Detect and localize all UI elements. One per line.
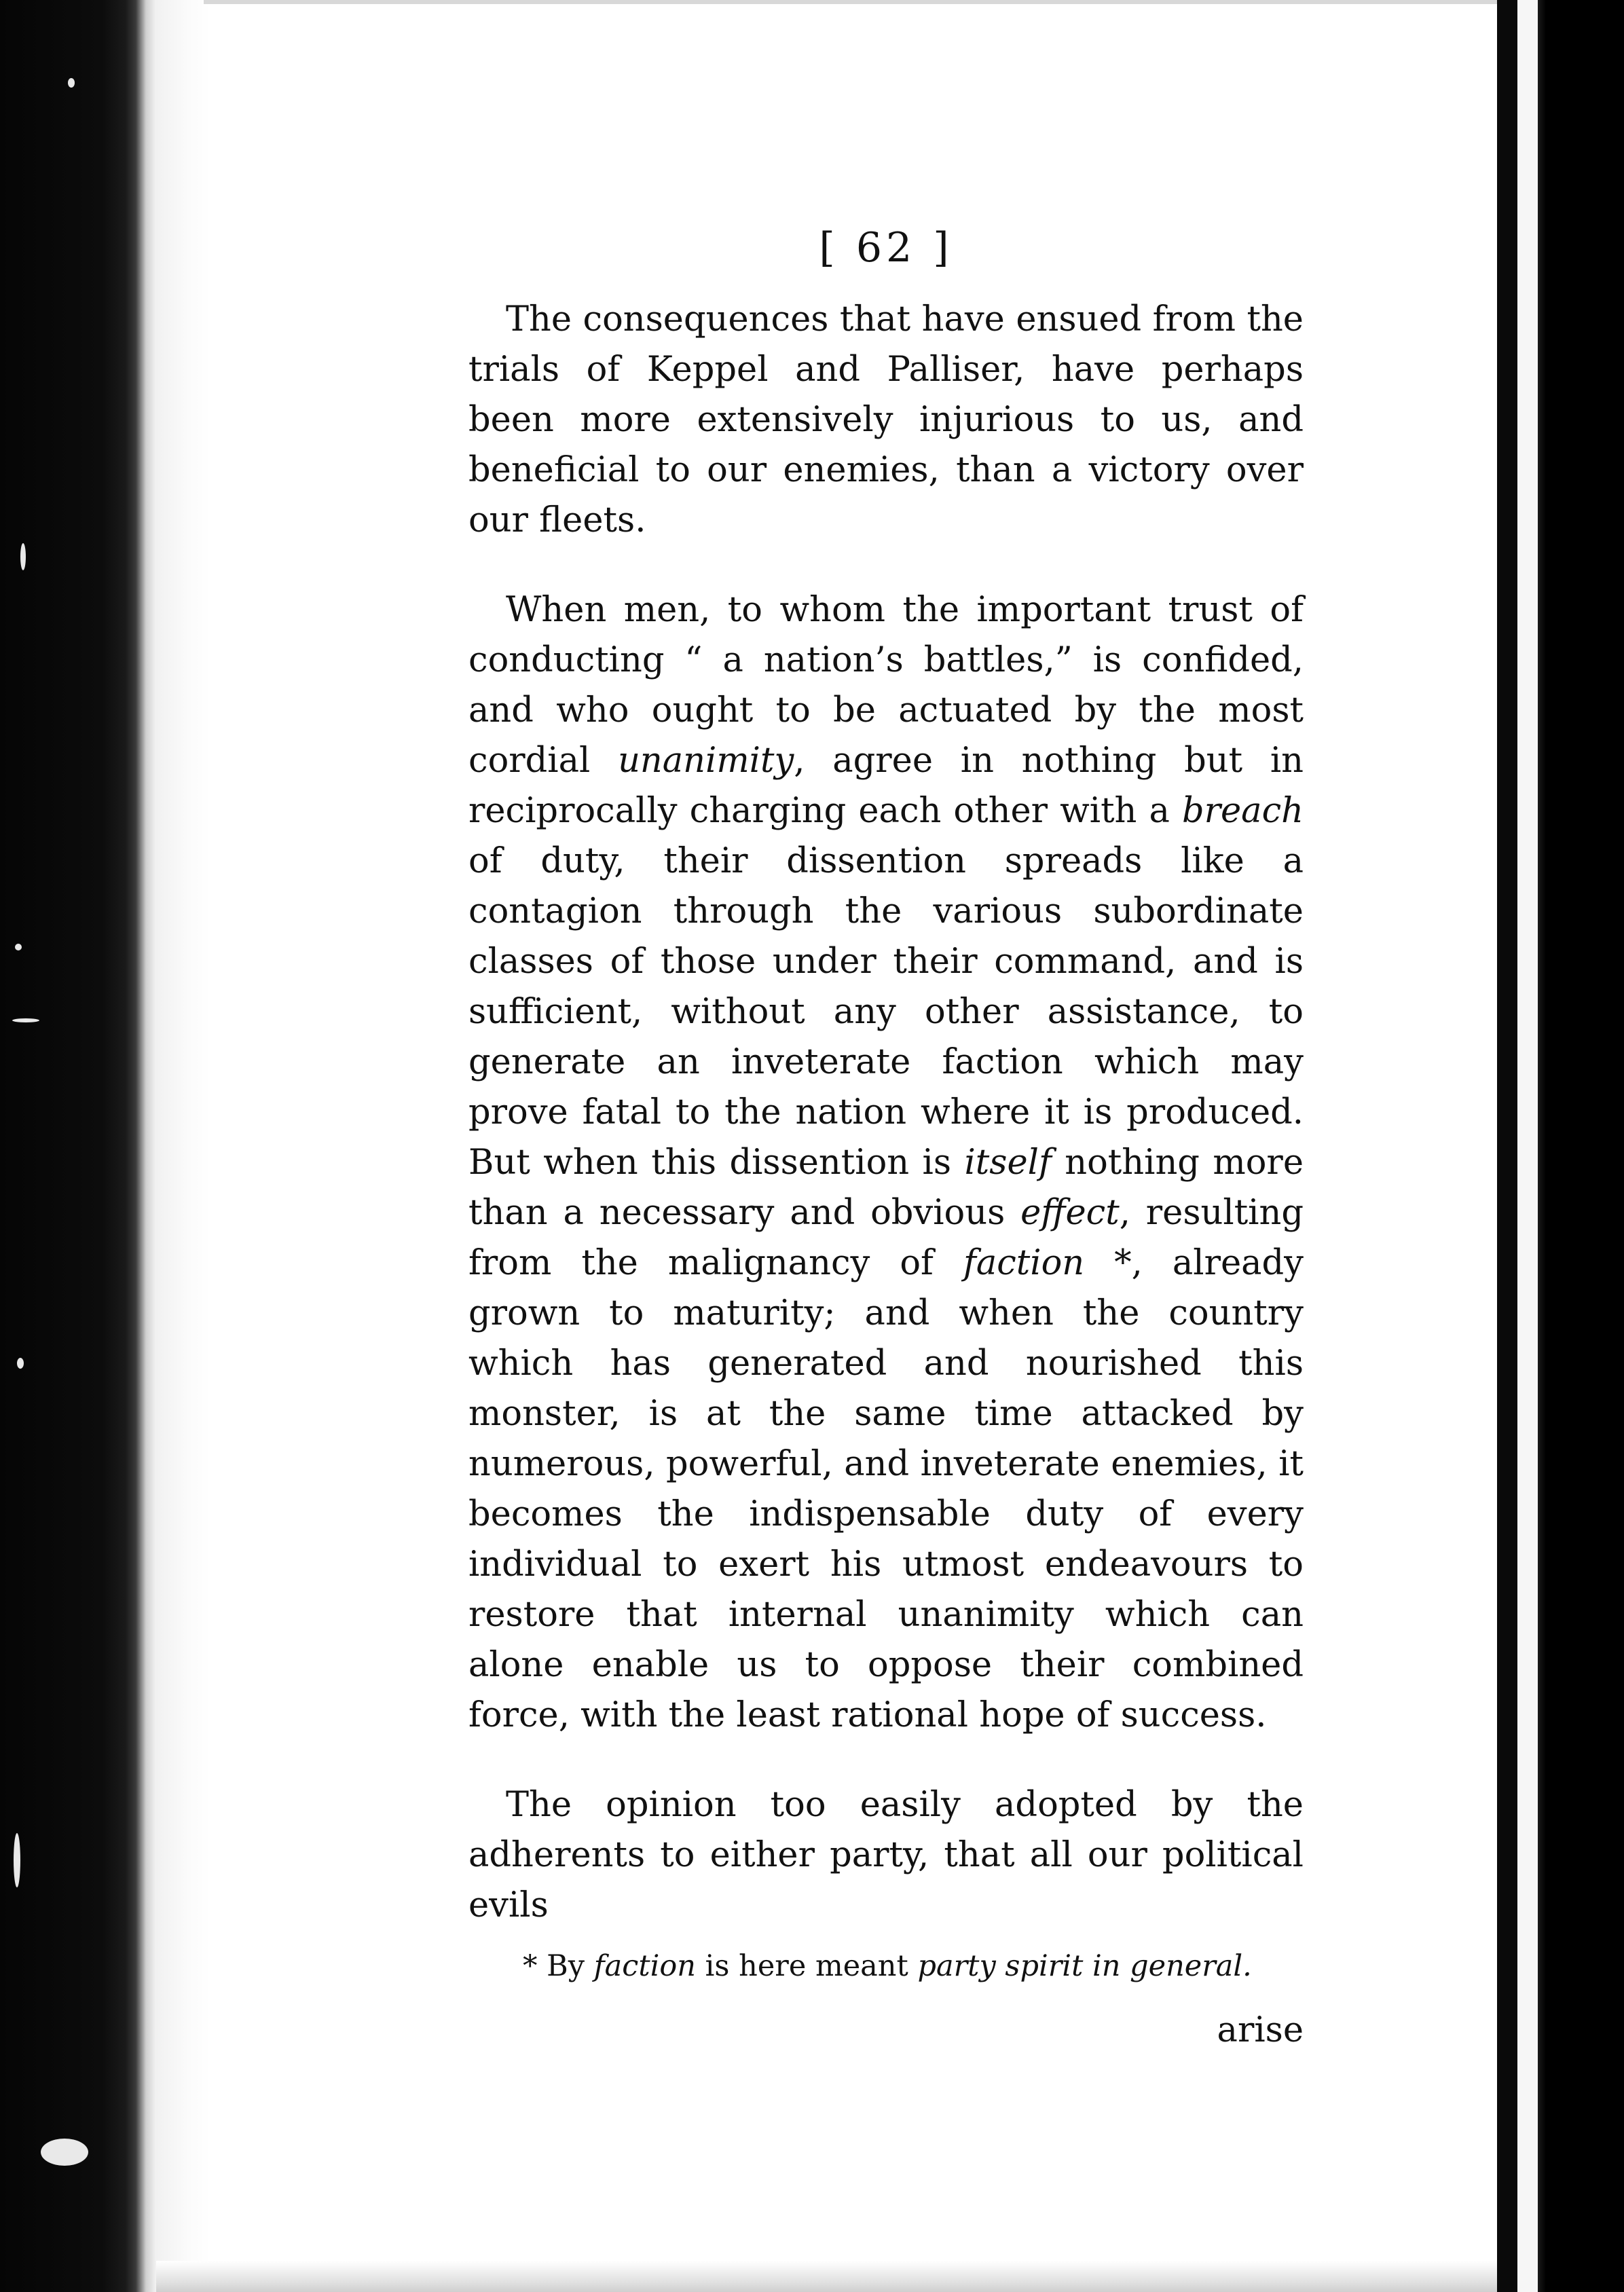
footnote-marker: * By xyxy=(523,1949,594,1983)
footnote-text: is here meant xyxy=(695,1949,918,1983)
paragraph-2-text: nothing more than a necessary and obvious xyxy=(468,1143,1304,1233)
footnote xyxy=(468,1946,1304,1986)
footnote-italic: party spirit in general. xyxy=(917,1949,1252,1983)
catchword: arise xyxy=(1217,2010,1304,2050)
footnote-italic: faction xyxy=(593,1949,696,1983)
scan-right-shadow xyxy=(1538,0,1624,2292)
paragraph-1: The consequences that have ensued from the trials of Keppel and Palliser, have perhaps been more extensively injurious to us, and beneficial to our enemies, than a victory over our fleets. xyxy=(468,299,1304,540)
paragraph-2-text: *, already grown to maturity; and when the country which has generated and nourished this monster, is at the same time attacked by numerous, powerful, and inveterate enemies, it becomes the indispensable duty of every individual to exert his utmost endeavours to restore that internal unanimity which can alone enable us to oppose their combined force, with the least rational hope of success. xyxy=(468,1243,1304,1735)
paragraph-2-text: When men, to whom the important trust of conducting “ a nation’s battles,” is confided, and who ought to be actuated by the most cordial xyxy=(468,590,1304,781)
paragraph-3: The opinion too easily adopted by the adherents to either party, that all our political evils xyxy=(468,1785,1304,1925)
page-text-block xyxy=(468,224,1304,2056)
italic-faction: faction xyxy=(963,1243,1085,1283)
paragraph-2-text: of duty, their dissention spreads like a contagion through the various subordinate classes of those under their command, and is sufficient, without any other assistance, to generate an inveterate faction which may prove fatal to the nation where it is produced. But when this dissention is xyxy=(468,841,1304,1183)
next-page-sliver xyxy=(1517,0,1538,2292)
page-number: [ 62 ] xyxy=(819,224,953,272)
paragraph-2-text: , agree in nothing but in reciprocally charging each other with a xyxy=(468,741,1304,831)
italic-unanimity: unanimity xyxy=(618,741,794,781)
page-bottom-edge xyxy=(156,2261,1497,2292)
italic-breach: breach xyxy=(1181,791,1304,831)
scan-left-shadow xyxy=(0,0,156,2292)
italic-itself: itself xyxy=(964,1143,1052,1183)
paragraph-2 xyxy=(468,585,1304,1741)
paragraph-2-text: , resulting from the malignancy of xyxy=(468,1193,1304,1283)
page-top-edge xyxy=(204,0,1497,4)
page-gutter xyxy=(156,0,210,2292)
italic-effect: effect xyxy=(1020,1193,1120,1233)
page-right-edge xyxy=(1497,0,1517,2292)
